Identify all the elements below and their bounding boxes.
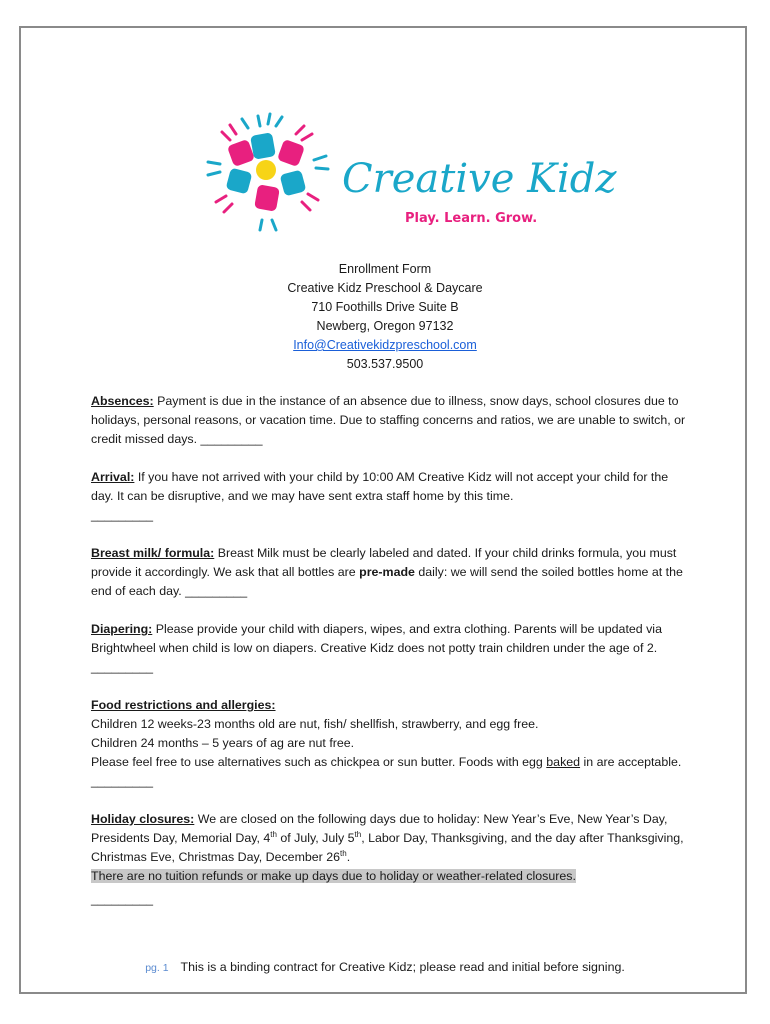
absences-text: Payment is due in the instance of an absence due to illness, snow days, school closures due to holidays, personal reasons, or vacation time. Due to staffing concerns and ratios, we are unable to switch, or credit missed days. _________	[91, 394, 686, 446]
letterhead	[0, 260, 770, 374]
food-line-1: Children 12 weeks-23 months old are nut, fish/ shellfish, strawberry, and egg free.	[91, 717, 539, 731]
food-heading: Food restrictions and allergies:	[91, 698, 276, 712]
phone-number: 503.537.9500	[346, 357, 424, 371]
page-footer	[0, 960, 770, 974]
breastmilk-text-1: Breast Milk must be clearly labeled and dated. If your child drinks formula, you must provide it accordingly. We ask that all bottles are	[91, 546, 677, 579]
diapering-heading: Diapering:	[91, 622, 153, 636]
address-line-1: 710 Foothills Drive Suite B	[311, 300, 459, 314]
logo-wordmark: Creative Kidz	[342, 156, 617, 202]
holiday-text-4: .	[346, 850, 351, 864]
holiday-sup-3: th	[340, 848, 347, 858]
arrival-initial-line: _________	[91, 508, 154, 522]
arrival-section	[91, 468, 687, 506]
footer-text: This is a binding contract for Creative Kidz; please read and initial before signing.	[180, 960, 625, 974]
creative-kidz-logo	[200, 112, 617, 234]
org-name: Creative Kidz Preschool & Daycare	[287, 281, 483, 295]
breastmilk-section	[91, 544, 687, 601]
address-line-2: Newberg, Oregon 97132	[316, 319, 454, 333]
holiday-sup-2: th	[354, 829, 362, 839]
diapering-section	[91, 620, 687, 677]
food-section	[91, 696, 687, 791]
breastmilk-text-2: daily: we will send the soiled bottles home at the end of each day. _________	[91, 565, 683, 598]
form-title: Enrollment Form	[338, 262, 432, 276]
email-link[interactable]: Info@Creativekidzpreschool.com	[293, 338, 477, 352]
holiday-highlight: There are no tuition refunds or make up days due to holiday or weather-related closures.	[91, 869, 576, 883]
absences-heading: Absences:	[91, 394, 154, 408]
arrival-text: If you have not arrived with your child by 10:00 AM Creative Kidz will not accept your child for the day. It can be disruptive, and we may have sent extra staff home by this time.	[91, 470, 669, 503]
holiday-text-2: of July, July 5	[276, 831, 355, 845]
food-baked: baked	[546, 755, 581, 769]
absences-section	[91, 392, 687, 449]
holiday-text-3: , Labor Day, Thanksgiving, and the day after Thanksgiving, Christmas Eve, Christmas Day, December 26	[91, 831, 684, 864]
page-number: pg. 1	[145, 962, 169, 974]
logo-tagline: Play. Learn. Grow.	[405, 211, 538, 226]
breastmilk-bold: pre-made	[359, 565, 415, 579]
food-line-3b: in are acceptable. _________	[91, 755, 682, 788]
breastmilk-heading: Breast milk/ formula:	[91, 546, 215, 560]
arrival-heading: Arrival:	[91, 470, 135, 484]
holiday-section	[91, 810, 687, 886]
holiday-heading: Holiday closures:	[91, 812, 195, 826]
food-line-3a: Please feel free to use alternatives such as chickpea or sun butter. Foods with egg	[91, 755, 547, 769]
holiday-text-1: We are closed on the following days due to holiday: New Year’s Eve, New Year’s Day, Presidents Day, Memorial Day, 4	[91, 812, 668, 845]
holiday-initial-line: _________	[91, 892, 154, 906]
holiday-sup-1: th	[270, 829, 277, 839]
policy-body	[91, 392, 687, 928]
diapering-text: Please provide your child with diapers, wipes, and extra clothing. Parents will be updated via Brightwheel when child is low on diapers. Creative Kidz does not potty train children under the age of 2. _________	[91, 622, 662, 674]
food-line-2: Children 24 months – 5 years of ag are nut free.	[91, 736, 355, 750]
